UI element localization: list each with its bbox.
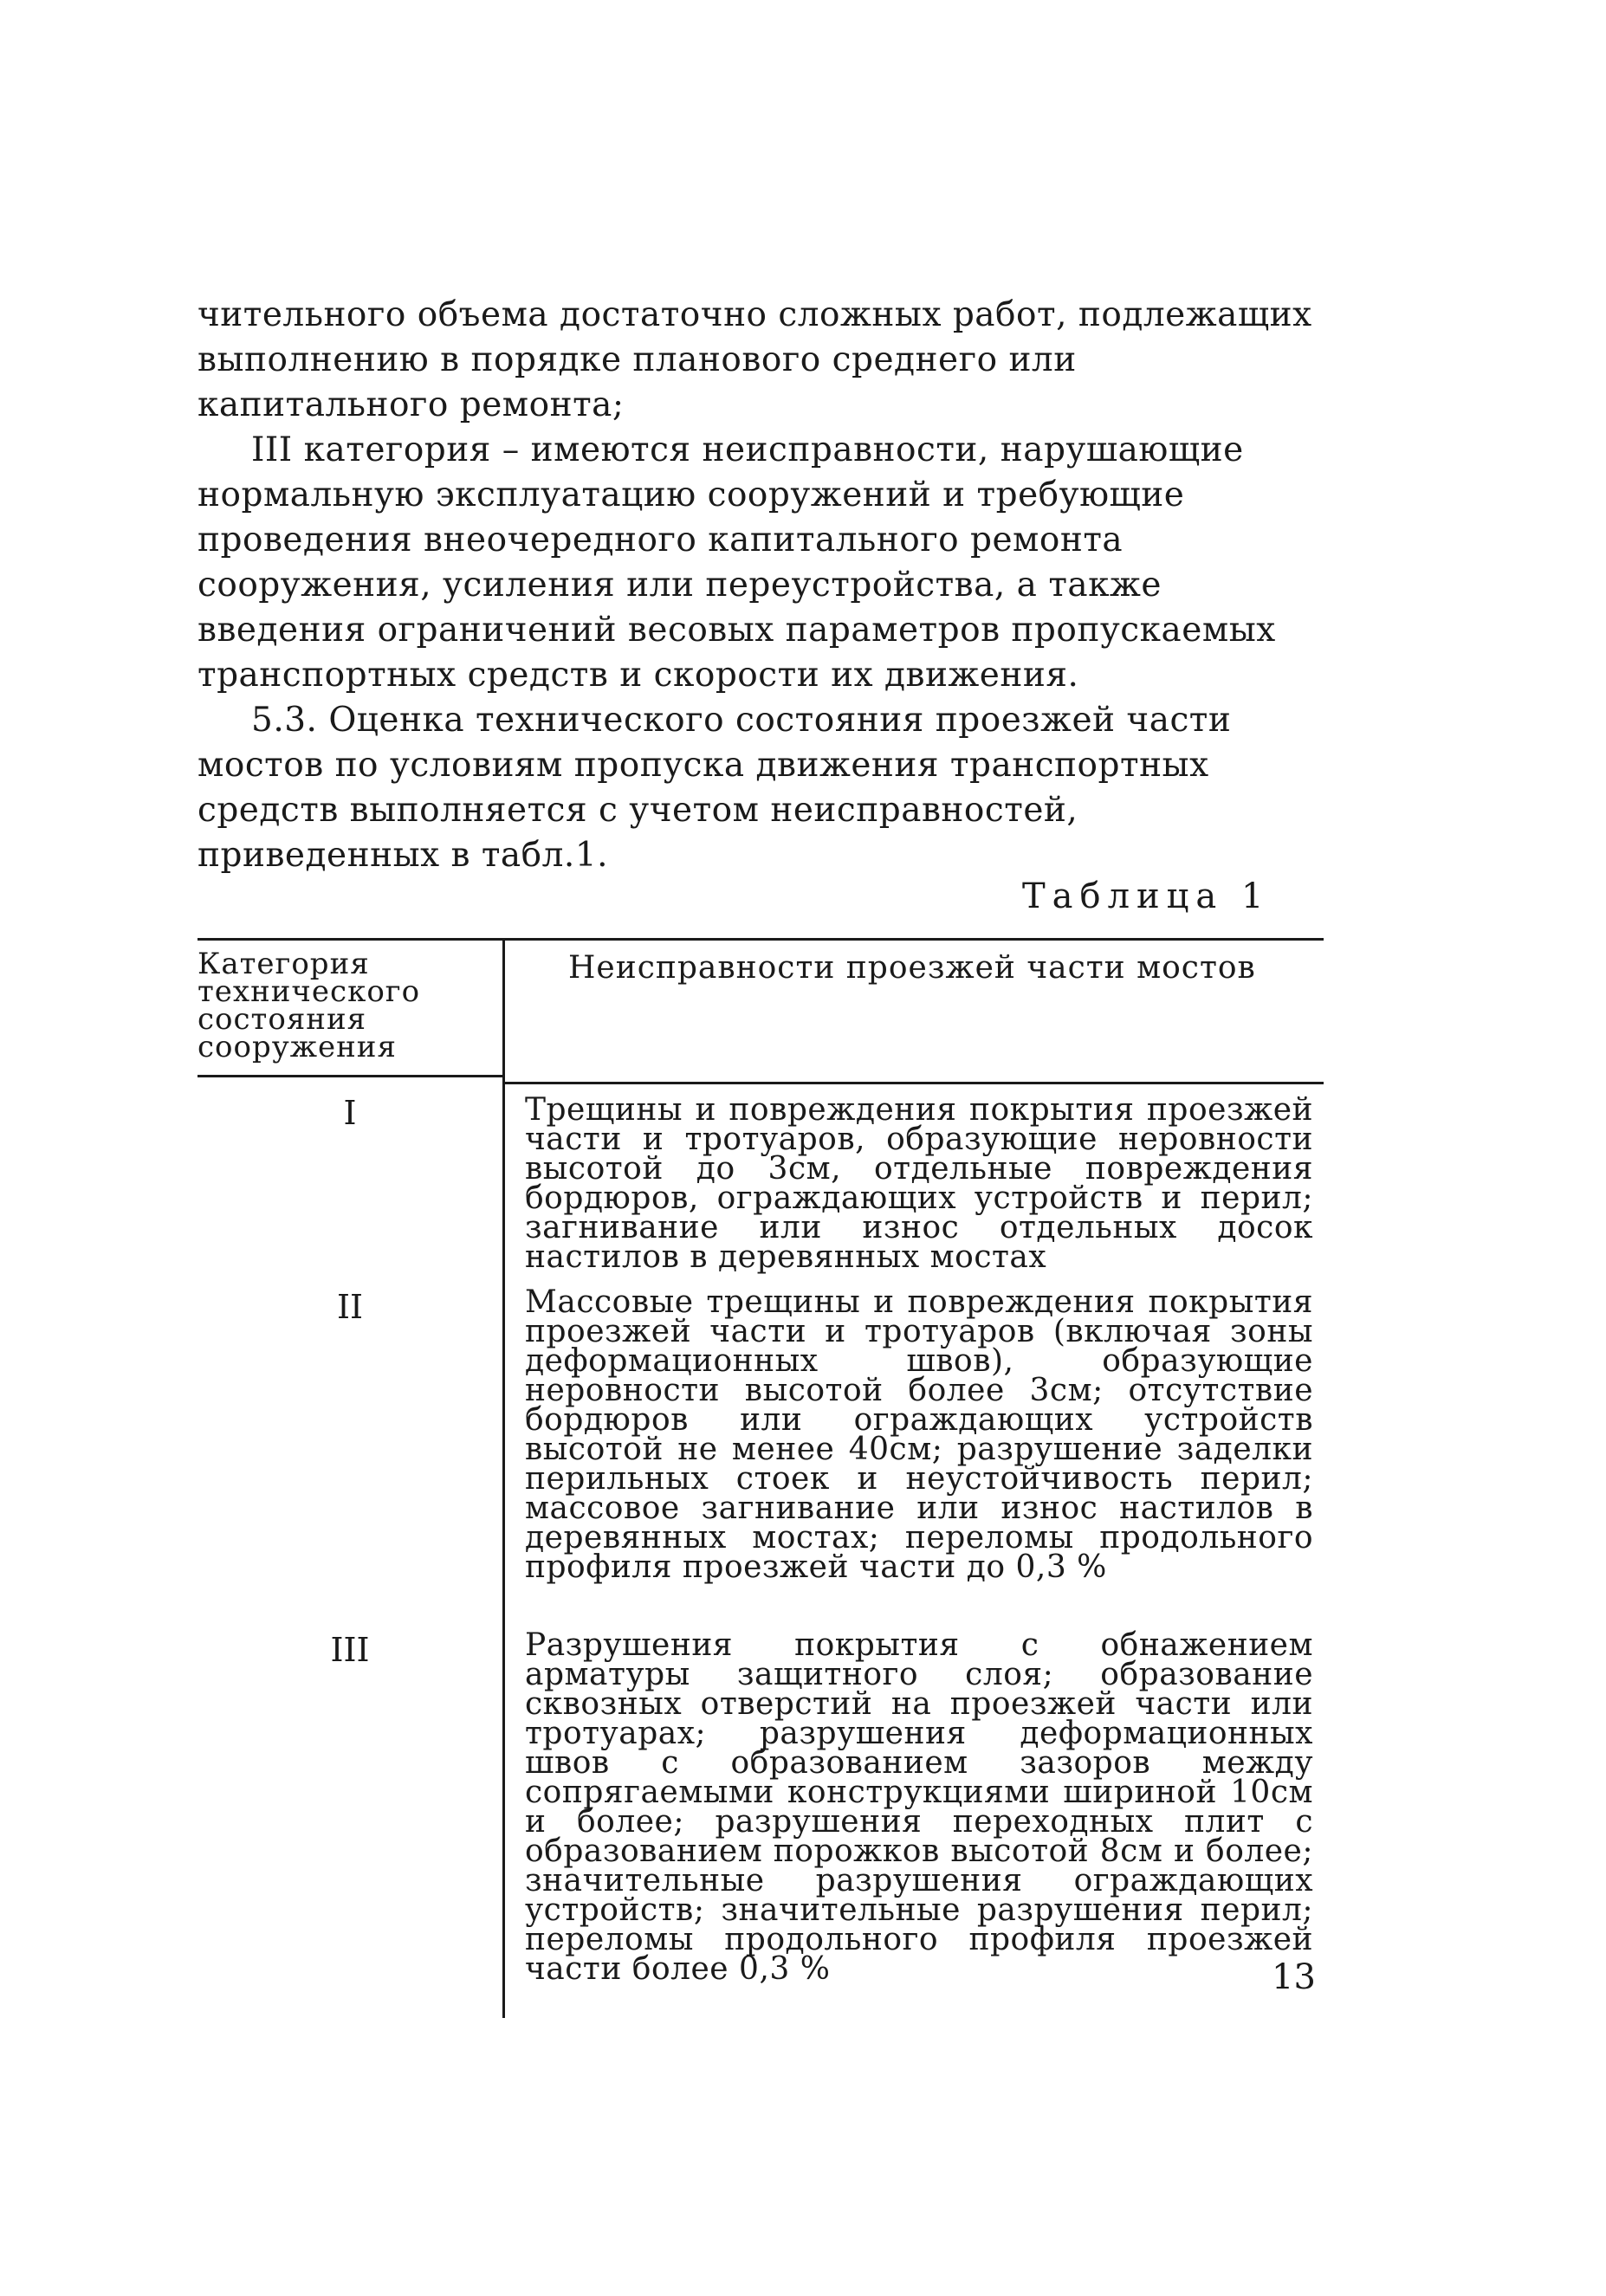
row-3-category: III [330, 1631, 370, 1669]
table-caption: Таблица 1 [1022, 876, 1271, 916]
table-header-rule-right [502, 1082, 1324, 1084]
table-header-rule-left [198, 1075, 502, 1077]
table-top-rule [198, 938, 1324, 941]
page-number: 13 [1272, 1957, 1316, 1997]
row-2-category: II [336, 1288, 364, 1326]
paragraph-continuation: чительного объема достаточно сложных работ, подлежащих выполнению в порядке планового среднего или капитального ремонта; [198, 295, 1312, 424]
table-column-divider [502, 938, 505, 2018]
row-1-category: I [343, 1094, 357, 1132]
row-3-faults: Разрушения покрытия с обнажением арматуры защитного слоя; образование сквозных отверстий на проезжей части или тротуарах; разрушения деформационных швов с образованием зазоров между сопрягаемыми конструкциями шириной 10см и более; разрушения переходных плит с образованием порожков высотой 8см и более; значительные разрушения ограждающих устройств; значительные разрушения перил; переломы продольного профиля проезжей части более 0,3 % [525, 1627, 1313, 1987]
row-2-faults: Массовые трещины и повреждения покрытия проезжей части и тротуаров (включая зоны деформационных швов), образующие неровности высотой более 3см; отсутствие бордюров или ограждающих устройств высотой не менее 40см; разрушение заделки перильных стоек и неустойчивость перил; массовое загнивание или износ настилов в деревянных мостах; переломы продольного профиля проезжей части до 0,3 % [525, 1284, 1313, 1585]
header-category: Категория технического состояния сооружения [198, 947, 421, 1064]
faults-table [198, 938, 1324, 2116]
row-1-faults: Трещины и повреждения покрытия проезжей части и тротуаров, образующие неровности высотой до 3см, отдельные повреждения бордюров, ограждающих устройств и перил; загнивание или износ отдельных досок настилов в деревянных мостах [525, 1092, 1313, 1275]
paragraph-5-3: 5.3. Оценка технического состояния проезжей части мостов по условиям пропуска движения транспортных средств выполняется с учетом неисправностей, приведенных в табл.1. [198, 701, 1232, 875]
header-faults: Неисправности проезжей части мостов [568, 950, 1256, 986]
body-text [198, 293, 1324, 878]
paragraph-category-iii: III категория – имеются неисправности, нарушающие нормальную эксплуатацию сооружений и требующие проведения внеочередного капитального ремонта сооружения, усиления или переустройства, а также введения ограничений весовых параметров пропускаемых транспортных средств и скорости их движения. [198, 430, 1276, 695]
